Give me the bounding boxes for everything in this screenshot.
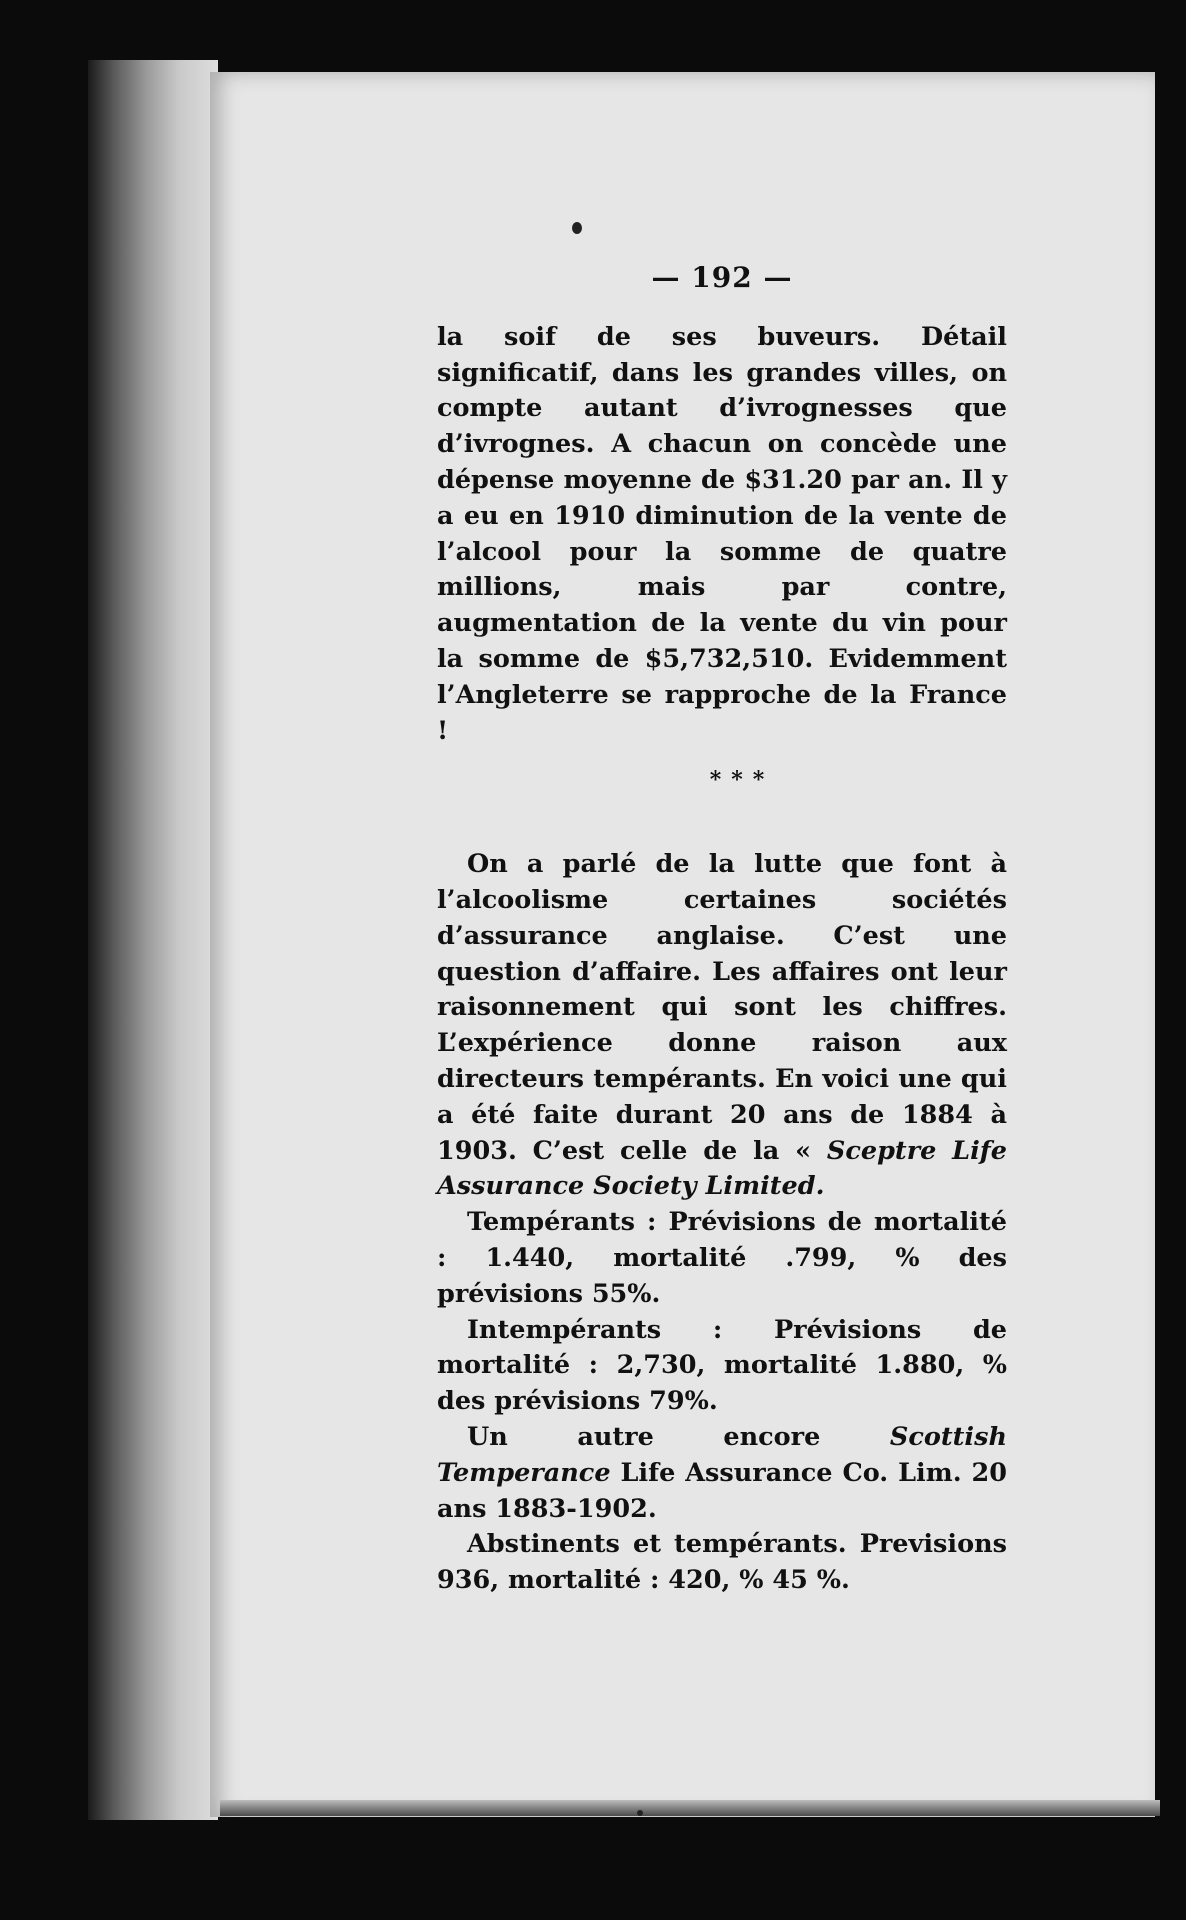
paragraph-intemperants: Intempérants : Prévisions de mortalité : 2,730, mortalité 1.880, % des prévisions 79%.	[437, 1314, 1007, 1417]
paragraph-scottish-text1: Un autre encore	[467, 1421, 890, 1452]
page-number: — 192 —	[651, 261, 793, 294]
paragraph-assurance	[437, 847, 1007, 1205]
paragraph-scottish	[437, 1420, 1007, 1527]
paragraph-temperants: Tempérants : Prévisions de mortalité : 1.440, mortalité .799, % des prévisions 55%.	[437, 1207, 1007, 1309]
paragraph-assurance-text: On a parlé de la lutte que font à l’alcoolisme certaines sociétés d’assurance anglaise. C’est une question d’affaire. Les affaires ont leur raisonnement qui sont les chiffres. L’expérience donne raison aux directeurs tempérants. En voici une qui a été faite durant 20 ans de 1884 à 1903. C’est celle de la «	[437, 849, 1007, 1166]
page-text-block	[437, 260, 1007, 1599]
book-spine-edge	[88, 60, 218, 1820]
dust-speck	[572, 222, 582, 234]
paragraph-assurance-italic: Sceptre Life Assurance Society Limited.	[437, 1135, 1007, 1202]
paragraph-abstinents: Abstinents et tempérants. Previsions 936, mortalité : 420, % 45 %.	[437, 1529, 1007, 1596]
paragraph-scottish-italic: Scottish Temperance	[437, 1421, 1007, 1488]
section-separator: ***	[709, 767, 775, 794]
paragraph-scottish-text2: Life Assurance Co. Lim. 20 ans 1883-1902.	[437, 1457, 1007, 1524]
dust-speck	[637, 1810, 643, 1816]
page-bottom-edge	[220, 1800, 1160, 1816]
paragraph-continued: la soif de ses buveurs. Détail significatif, dans les grandes villes, on compte autant d’ivrognesses que d’ivrognes. A chacun on concède une dépense moyenne de $31.20 par an. Il y a eu en 1910 diminution de la vente de l’alcool pour la somme de quatre millions, mais par contre, augmentation de la vente du vin pour la somme de $5,732,510. Evidemment l’Angleterre se rapproche de la France !	[437, 321, 1007, 746]
